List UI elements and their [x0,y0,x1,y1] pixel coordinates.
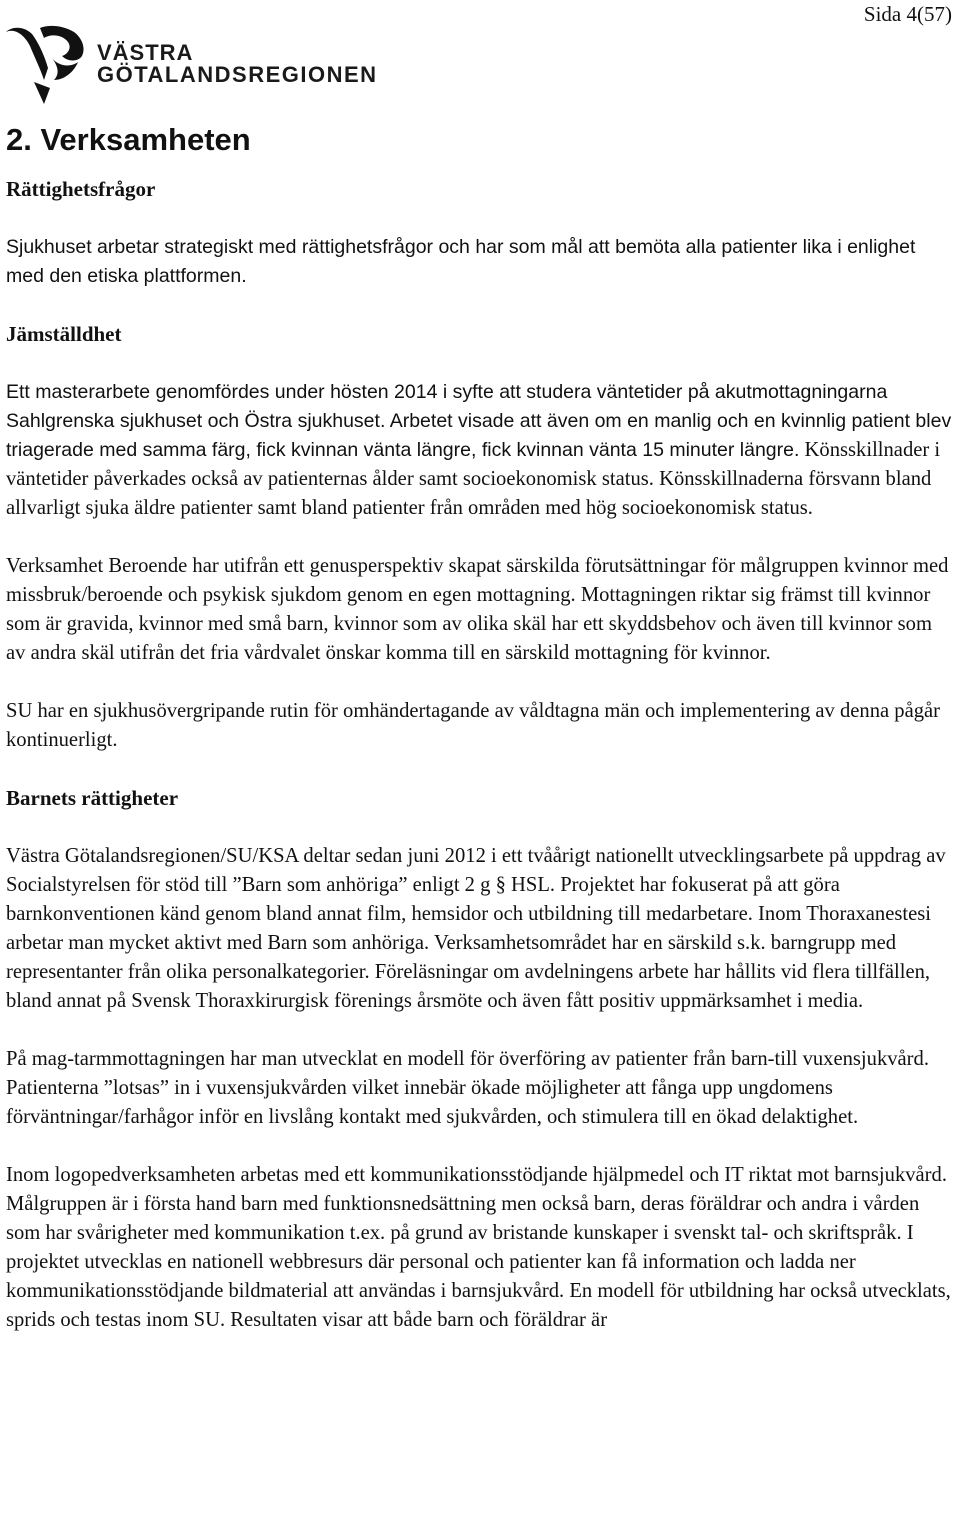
paragraph: SU har en sjukhusövergripande rutin för omhändertagande av våldtagna män och implementering av denna pågår kontinuerligt. [6,700,941,751]
logo-text-line1: VÄSTRA [97,40,194,65]
heading-jamstalldhet: Jämställdhet [6,322,122,346]
page-number: Sida 4(57) [863,2,952,26]
paragraph [6,378,956,523]
section-title: 2. Verksamheten [6,122,251,157]
vgr-logo [4,24,384,104]
document-body [6,175,956,1364]
heading-rattighetsfragor: Rättighetsfrågor [6,177,156,201]
paragraph-serif-part: Könsskillnader i väntetider påverkades också av patienternas ålder samt socioekonomisk status. Könsskillnaderna försvann bland allvarligt sjuka äldre patienter samt bland patienter från områden med hög socioekonomisk status. [6,439,941,519]
paragraph: Sjukhuset arbetar strategiskt med rättighetsfrågor och har som mål att bemöta alla patienter lika i enlighet med den etiska plattformen. [6,236,916,287]
paragraph: Verksamhet Beroende har utifrån ett genusperspektiv skapat särskilda förutsättningar för målgruppen kvinnor med missbruk/beroende och psykisk sjukdom genom en egen mottagning. Mottagningen riktar sig främst till kvinnor som är gravida, kvinnor med små barn, kvinnor som av olika skäl har ett skyddsbehov och även till kvinnor som av andra skäl utifrån det fria vårdvalet önskar komma till en särskild mottagning för kvinnor. [6,555,949,664]
vgr-logo-mark-icon [4,24,96,104]
paragraph: Inom logopedverksamheten arbetas med ett kommunikationsstödjande hjälpmedel och IT riktat mot barnsjukvård. Målgruppen är i första hand barn med funktionsnedsättning men också barn, deras föräldrar och andra i vården som har svårigheter med kommunikation t.ex. på grund av bristande kunskaper i svenskt tal- och skriftspråk. I projektet utvecklas en nationell webbresurs där personal och patienter kan få information och ladda ner kommunikationsstödjande bildmaterial att användas i barnsjukvård. En modell för utbildning har också utvecklats, sprids och testas inom SU. Resultaten visar att både barn och föräldrar är [6,1164,951,1331]
logo-text-line2: GÖTALANDSREGIONEN [97,62,378,87]
paragraph-sans-part: Ett masterarbete genomfördes under hösten 2014 i syfte att studera väntetider på akutmottagningarna Sahlgrenska sjukhuset och Östra sjukhuset. Arbetet visade att även om en manlig och en kvinnlig patient blev triagerade med samma färg, fick kvinnan vänta längre, fick kvinnan vänta 15 minuter längre. [6,381,952,461]
paragraph: Västra Götalandsregionen/SU/KSA deltar sedan juni 2012 i ett tvåårigt nationellt utvecklingsarbete på uppdrag av Socialstyrelsen för stöd till ”Barn som anhöriga” enligt 2 g § HSL. Projektet har fokuserat på att göra barnkonventionen känd genom bland annat film, hemsidor och utbildning till medarbetare. Inom Thoraxanestesi arbetar man mycket aktivt med Barn som anhöriga. Verksamhetsområdet har en särskild s.k. barngrupp med representanter från olika personalkategorier. Föreläsningar om avdelningens arbete har hållits vid flera tillfällen, bland annat på Svensk Thoraxkirurgisk förenings årsmöte och även fått positiv uppmärksamhet i media. [6,845,946,1012]
heading-barnets-rattigheter: Barnets rättigheter [6,786,179,810]
paragraph: På mag-tarmmottagningen har man utvecklat en modell för överföring av patienter från barn-till vuxensjukvård. Patienterna ”lotsas” in i vuxensjukvården vilket innebär ökade möjligheter att fånga upp ungdomens förväntningar/farhågor inför en livslång kontakt med sjukvården, och stimulera till en ökad delaktighet. [6,1048,929,1128]
